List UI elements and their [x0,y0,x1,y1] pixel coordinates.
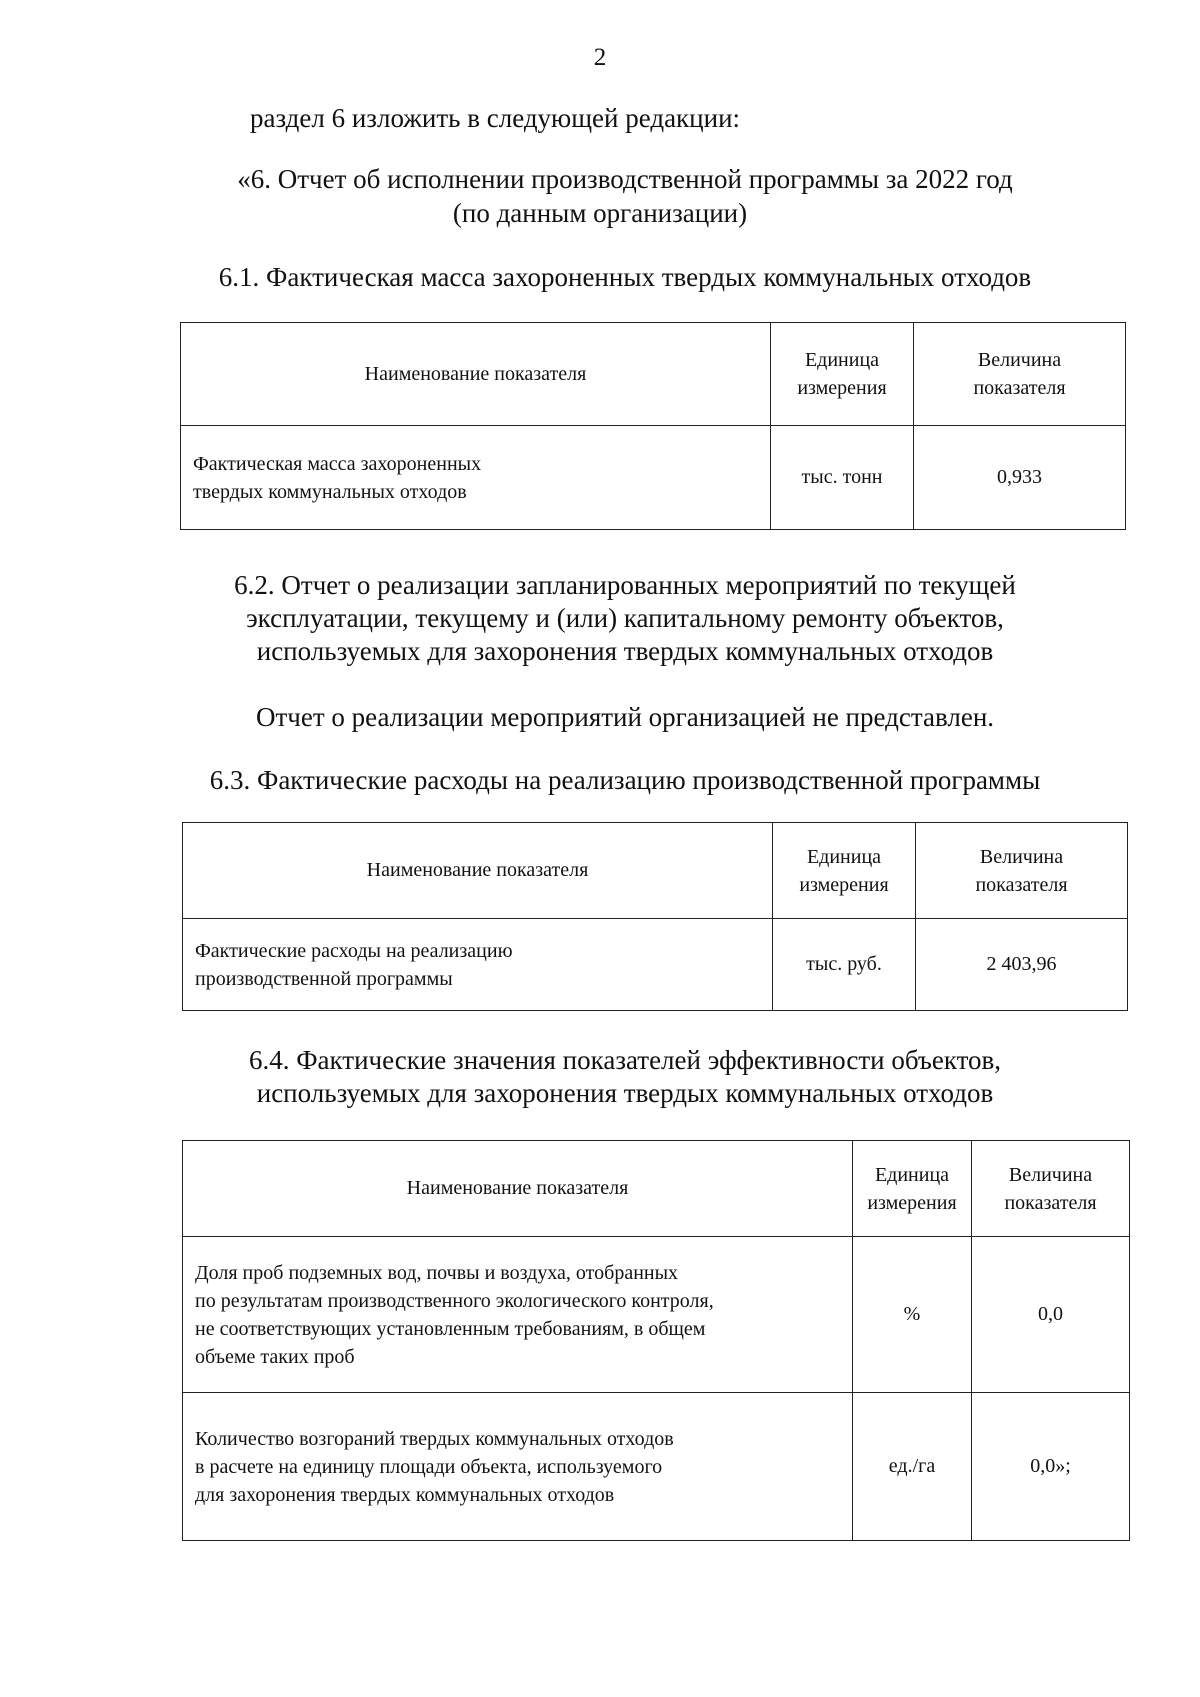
header-value: Величина показателя [916,823,1128,919]
header-unit: Единица измерения [771,323,914,426]
header-name: Наименование показателя [183,1141,853,1237]
intro-text: раздел 6 изложить в следующей редакции: [250,103,741,133]
table-row [183,919,1128,1011]
row-value: 2 403,96 [916,919,1128,1011]
heading-6-4-line1: 6.4. Фактические значения показателей эффективности объектов, [248,1045,1002,1075]
table-header-row [181,323,1126,426]
section-title-line1: «6. Отчет об исполнении производственной программы за 2022 год [237,164,1013,194]
header-value: Величина показателя [972,1141,1130,1237]
table-row [183,1237,1130,1393]
header-name: Наименование показателя [181,323,771,426]
table-row [181,426,1126,530]
table-header-row [183,823,1128,919]
note-6-2: Отчет о реализации мероприятий организацией не представлен. [255,702,995,732]
heading-6-3: 6.3. Фактические расходы на реализацию производственной программы [209,765,1041,795]
header-value: Величина показателя [914,323,1126,426]
header-name: Наименование показателя [183,823,773,919]
row-name: Фактическая масса захороненных твердых коммунальных отходов [181,426,771,530]
row-unit: тыс. тонн [771,426,914,530]
table-6-4 [182,1140,1130,1541]
heading-6-4-line2: используемых для захоронения твердых коммунальных отходов [256,1078,994,1108]
row-value: 0,0»; [972,1393,1130,1541]
header-unit: Единица измерения [853,1141,972,1237]
page-number: 2 [593,44,607,71]
row-name: Количество возгораний твердых коммунальных отходов в расчете на единицу площади объекта, используемого для захоронения твердых коммунальных отходов [183,1393,853,1541]
heading-6-2-line1: 6.2. Отчет о реализации запланированных мероприятий по текущей [234,570,1016,600]
row-unit: % [853,1237,972,1393]
header-unit: Единица измерения [773,823,916,919]
row-value: 0,0 [972,1237,1130,1393]
table-6-1 [180,322,1126,530]
heading-6-2-line3: используемых для захоронения твердых коммунальных отходов [256,636,994,666]
heading-6-1: 6.1. Фактическая масса захороненных твердых коммунальных отходов [218,262,1032,292]
row-unit: тыс. руб. [773,919,916,1011]
heading-6-2-line2: эксплуатации, текущему и (или) капитальному ремонту объектов, [246,603,1004,633]
row-name: Доля проб подземных вод, почвы и воздуха, отобранных по результатам производственного экологического контроля, не соответствующих установленным требованиям, в общем объеме таких проб [183,1237,853,1393]
row-unit: ед./га [853,1393,972,1541]
section-title-line2: (по данным организации) [452,198,748,228]
table-row [183,1393,1130,1541]
table-6-3 [182,822,1128,1011]
row-name: Фактические расходы на реализацию производственной программы [183,919,773,1011]
table-header-row [183,1141,1130,1237]
row-value: 0,933 [914,426,1126,530]
